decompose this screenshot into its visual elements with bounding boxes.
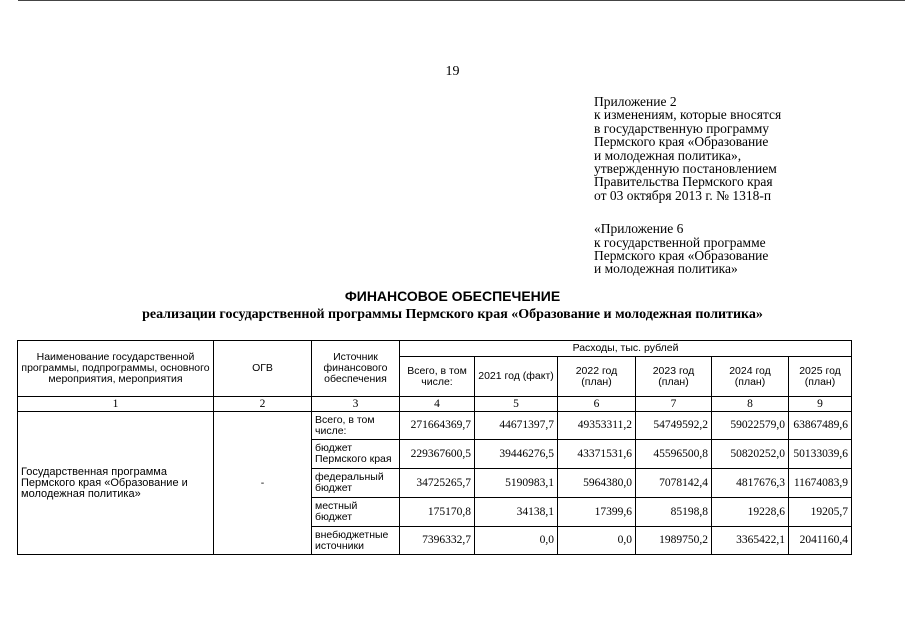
appendix-line: от 03 октября 2013 г. № 1318-п bbox=[594, 187, 772, 203]
appendix-line: Приложение 2 bbox=[594, 94, 677, 109]
appendix-line: к изменениям, которые вносятся bbox=[594, 107, 782, 123]
ogv-value: - bbox=[214, 412, 312, 555]
value-cell: 1989750,2 bbox=[636, 527, 712, 555]
document-subtitle: реализации государственной программы Пермского края «Образование и молодежная политика» bbox=[142, 307, 763, 322]
value-cell: 11674083,9 bbox=[789, 469, 852, 498]
value-cell: 45596500,8 bbox=[636, 440, 712, 469]
header-ogv: ОГВ bbox=[214, 341, 312, 397]
column-number: 2 bbox=[214, 397, 312, 412]
header-2024: 2024 год (план) bbox=[712, 357, 789, 397]
value-cell: 7078142,4 bbox=[636, 469, 712, 498]
value-cell: 19205,7 bbox=[789, 498, 852, 527]
value-cell: 63867489,6 bbox=[789, 412, 852, 440]
value-cell: 34725265,7 bbox=[400, 469, 475, 498]
annex-line: Пермского края «Образование bbox=[594, 248, 769, 264]
header-2021: 2021 год (факт) bbox=[475, 357, 558, 397]
top-rule bbox=[18, 0, 905, 1]
value-cell: 5190983,1 bbox=[475, 469, 558, 498]
annex-line: к государственной программе bbox=[594, 234, 766, 250]
column-number: 7 bbox=[636, 397, 712, 412]
header-total: Всего, в том числе: bbox=[400, 357, 475, 397]
value-cell: 49353311,2 bbox=[558, 412, 636, 440]
column-number: 1 bbox=[18, 397, 214, 412]
value-cell: 175170,8 bbox=[400, 498, 475, 527]
value-cell: 19228,6 bbox=[712, 498, 789, 527]
column-number: 3 bbox=[312, 397, 400, 412]
column-number: 8 bbox=[712, 397, 789, 412]
value-cell: 59022579,0 bbox=[712, 412, 789, 440]
appendix-line: в государственную программу bbox=[594, 120, 770, 136]
page-number: 19 bbox=[445, 64, 460, 79]
value-cell: 50820252,0 bbox=[712, 440, 789, 469]
value-cell: 44671397,7 bbox=[475, 412, 558, 440]
appendix-line: Пермского края «Образование bbox=[594, 134, 769, 150]
header-name: Наименование государственной программы, подпрограммы, основного мероприятия, мероприятия bbox=[18, 341, 214, 397]
column-number: 6 bbox=[558, 397, 636, 412]
column-number: 4 bbox=[400, 397, 475, 412]
appendix-line: Правительства Пермского края bbox=[594, 174, 773, 190]
value-cell: 34138,1 bbox=[475, 498, 558, 527]
value-cell: 2041160,4 bbox=[789, 527, 852, 555]
appendix-line: утвержденную постановлением bbox=[594, 161, 777, 177]
table-row bbox=[18, 412, 852, 440]
source-cell: внебюджетные источники bbox=[312, 527, 400, 555]
value-cell: 50133039,6 bbox=[789, 440, 852, 469]
column-number: 9 bbox=[789, 397, 852, 412]
value-cell: 0,0 bbox=[558, 527, 636, 555]
document-title: ФИНАНСОВОЕ ОБЕСПЕЧЕНИЕ bbox=[344, 288, 561, 304]
value-cell: 85198,8 bbox=[636, 498, 712, 527]
value-cell: 229367600,5 bbox=[400, 440, 475, 469]
annex-line: и молодежная политика» bbox=[594, 261, 738, 277]
header-expenses: Расходы, тыс. рублей bbox=[400, 341, 852, 357]
value-cell: 7396332,7 bbox=[400, 527, 475, 555]
annex-line: «Приложение 6 bbox=[594, 221, 684, 237]
source-cell: бюджет Пермского края bbox=[312, 440, 400, 469]
column-number: 5 bbox=[475, 397, 558, 412]
source-cell: федеральный бюджет bbox=[312, 469, 400, 498]
header-source: Источник финансового обеспечения bbox=[312, 341, 400, 397]
header-2025: 2025 год (план) bbox=[789, 357, 852, 397]
value-cell: 271664369,7 bbox=[400, 412, 475, 440]
financing-table bbox=[17, 340, 852, 555]
value-cell: 3365422,1 bbox=[712, 527, 789, 555]
value-cell: 39446276,5 bbox=[475, 440, 558, 469]
appendix-block bbox=[594, 95, 894, 276]
value-cell: 43371531,6 bbox=[558, 440, 636, 469]
value-cell: 0,0 bbox=[475, 527, 558, 555]
header-2023: 2023 год (план) bbox=[636, 357, 712, 397]
program-name: Государственная программа Пермского края «Образование и молодежная политика» bbox=[18, 412, 214, 555]
header-2022: 2022 год (план) bbox=[558, 357, 636, 397]
source-cell: Всего, в том числе: bbox=[312, 412, 400, 440]
source-cell: местный бюджет bbox=[312, 498, 400, 527]
value-cell: 4817676,3 bbox=[712, 469, 789, 498]
value-cell: 54749592,2 bbox=[636, 412, 712, 440]
value-cell: 5964380,0 bbox=[558, 469, 636, 498]
appendix-line: и молодежная политика», bbox=[594, 147, 742, 163]
value-cell: 17399,6 bbox=[558, 498, 636, 527]
